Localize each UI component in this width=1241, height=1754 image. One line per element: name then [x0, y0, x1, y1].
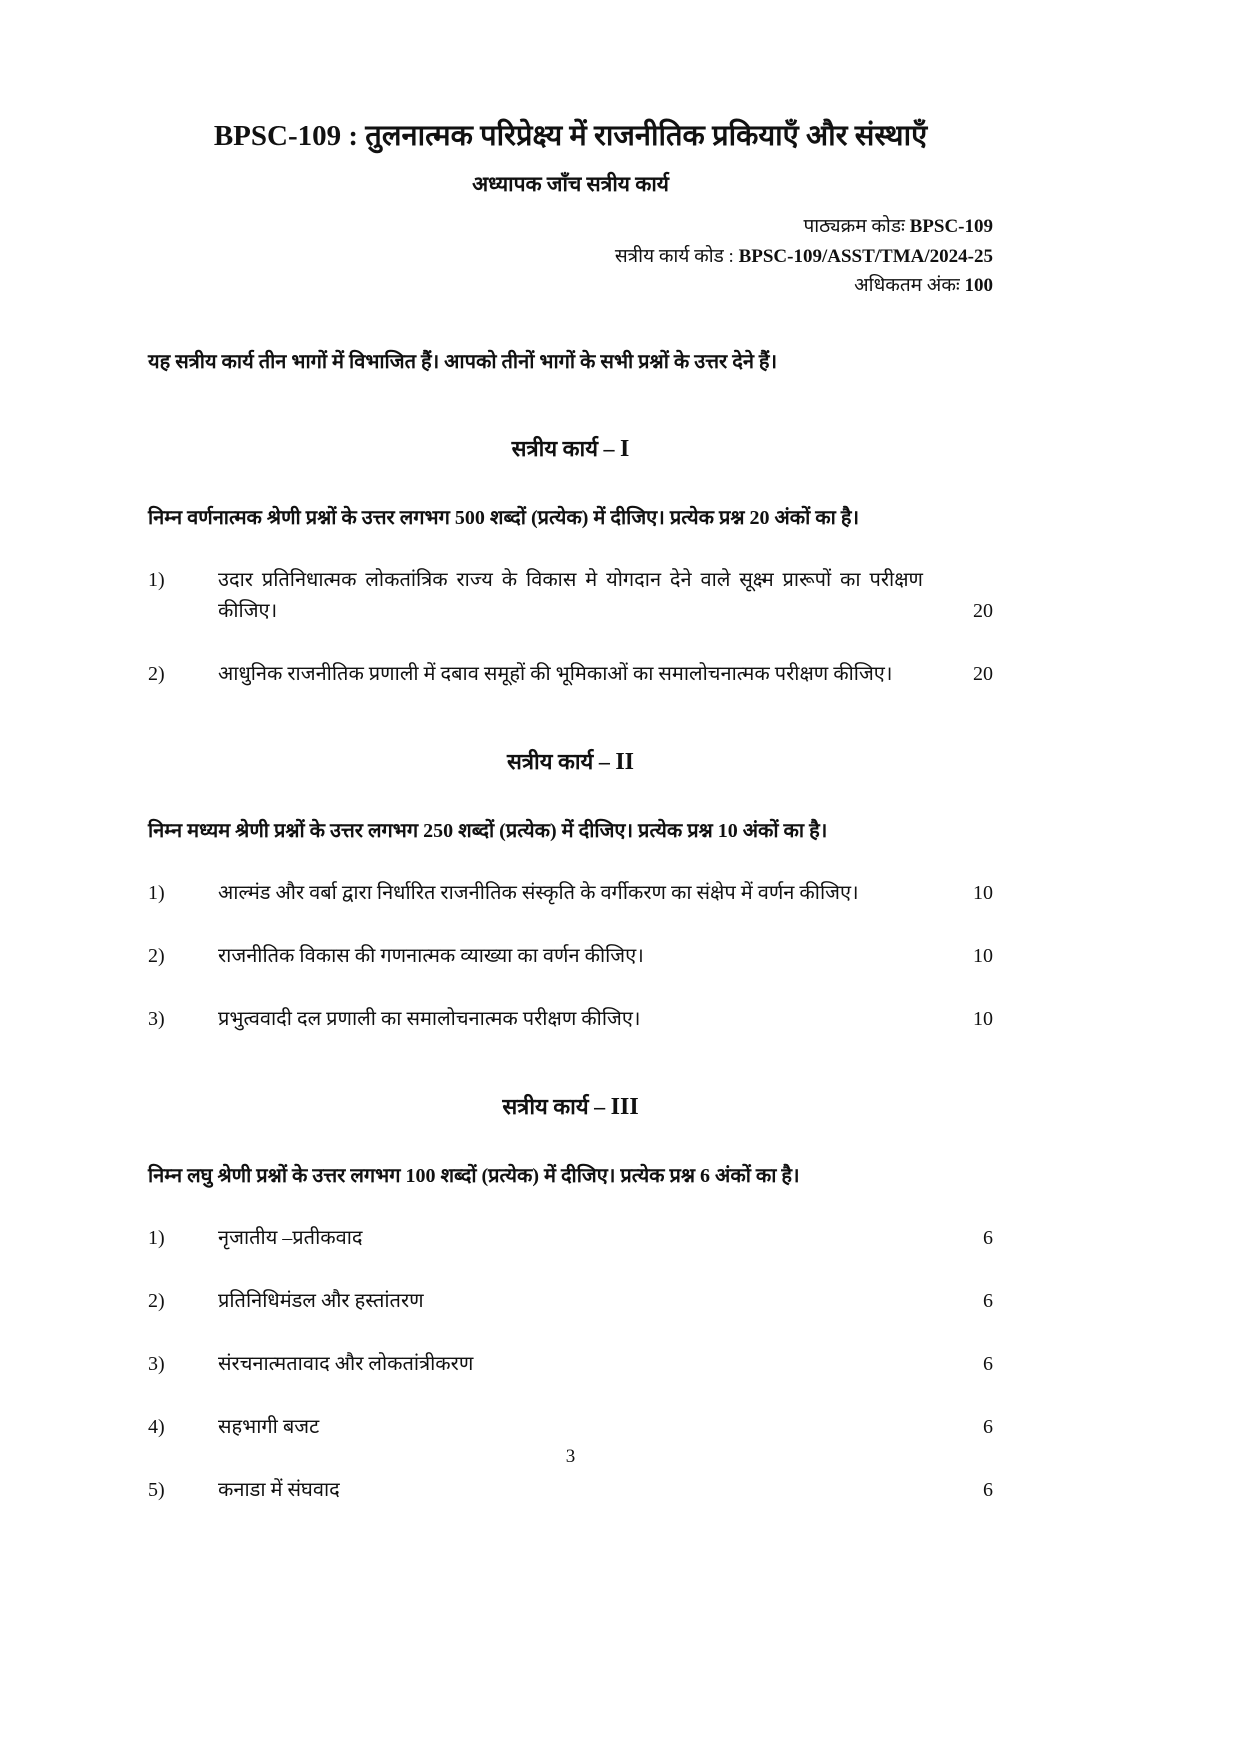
section-2-heading-text: सत्रीय कार्य – [506, 748, 616, 774]
question-number: 3) [148, 1352, 165, 1375]
question-number: 2) [148, 1289, 165, 1312]
question-row [148, 1412, 993, 1443]
question-row [148, 659, 993, 690]
question-marks: 6 [983, 1478, 993, 1501]
meta-block [148, 212, 993, 300]
question-text: उदार प्रतिनिधात्मक लोकतांत्रिक राज्य के विकास मे योगदान देने वाले सूक्ष्म प्रारूपों का परीक्षण कीजिए। [218, 568, 923, 622]
question-number: 3) [148, 1007, 165, 1030]
course-code-line [148, 212, 993, 241]
question-text: संरचनात्मतावाद और लोकतांत्रीकरण [218, 1352, 474, 1375]
question-text: आल्मंड और वर्बा द्वारा निर्धारित राजनीतिक संस्कृति के वर्गीकरण का संक्षेप में वर्णन कीजिए। [218, 881, 859, 904]
question-text: कनाडा में संघवाद [218, 1478, 340, 1501]
section-2-heading [148, 746, 993, 776]
page-title: BPSC-109 : तुलनात्मक परिप्रेक्ष्य में राजनीतिक प्रकियाएँ और संस्थाएँ [213, 120, 928, 152]
question-marks: 6 [983, 1352, 993, 1375]
section-3-heading-text: सत्रीय कार्य – [502, 1093, 611, 1119]
question-row [148, 1349, 993, 1380]
assignment-code-line [148, 242, 993, 271]
question-row [148, 565, 993, 627]
assignment-subtitle: अध्यापक जाँच सत्रीय कार्य [472, 172, 669, 197]
question-number: 1) [148, 881, 165, 904]
question-number: 2) [148, 944, 165, 967]
question-text: प्रभुत्ववादी दल प्रणाली का समालोचनात्मक परीक्षण कीजिए। [218, 1007, 641, 1030]
question-text: आधुनिक राजनीतिक प्रणाली में दबाव समूहों की भूमिकाओं का समालोचनात्मक परीक्षण कीजिए। [218, 662, 893, 685]
section-3-instruction: निम्न लघु श्रेणी प्रश्नों के उत्तर लगभग 100 शब्दों (प्रत्येक) में दीजिए। प्रत्येक प्रश्न 6 अंकों का है। [148, 1164, 800, 1187]
section-1-heading [148, 433, 993, 463]
question-text: सहभागी बजट [218, 1415, 320, 1438]
question-row [148, 878, 993, 909]
section-1-heading-numeral: I [620, 435, 630, 462]
page-number: 3 [565, 1446, 576, 1467]
assignment-code-value: BPSC-109/ASST/TMA/2024-25 [738, 245, 993, 267]
question-text: नृजातीय –प्रतीकवाद [218, 1226, 363, 1249]
section-1-instruction: निम्न वर्णनात्मक श्रेणी प्रश्नों के उत्तर लगभग 500 शब्दों (प्रत्येक) में दीजिए। प्रत्येक प्रश्न 20 अंकों का है। [148, 506, 860, 529]
course-code-value: BPSC-109 [909, 216, 993, 238]
question-row [148, 1475, 993, 1506]
question-row [148, 1286, 993, 1317]
question-marks: 6 [983, 1289, 993, 1312]
question-number: 1) [148, 1226, 165, 1249]
question-marks: 6 [983, 1415, 993, 1438]
question-marks: 20 [973, 599, 993, 622]
section-3-heading [148, 1091, 993, 1121]
question-row [148, 941, 993, 972]
question-marks: 6 [983, 1226, 993, 1249]
question-marks: 10 [973, 1007, 993, 1030]
max-marks-label: अधिकतम अंकः [854, 275, 965, 297]
question-text: प्रतिनिधिमंडल और हस्तांतरण [218, 1289, 424, 1312]
question-row [148, 1004, 993, 1035]
question-number: 2) [148, 662, 165, 685]
question-marks: 10 [973, 944, 993, 967]
section-1-heading-text: सत्रीय कार्य – [511, 435, 620, 461]
question-row [148, 1223, 993, 1254]
document-content [148, 118, 993, 1506]
section-3-heading-numeral: III [610, 1093, 639, 1120]
question-marks: 20 [973, 662, 993, 685]
question-marks: 10 [973, 881, 993, 904]
question-number: 4) [148, 1415, 165, 1438]
course-code-label: पाठ्यक्रम कोडः [803, 216, 910, 238]
question-text: राजनीतिक विकास की गणनात्मक व्याख्या का वर्णन कीजिए। [218, 944, 644, 967]
section-2-heading-numeral: II [615, 748, 635, 775]
max-marks-line [148, 271, 993, 300]
max-marks-value: 100 [964, 275, 993, 297]
question-number: 5) [148, 1478, 165, 1501]
section-2-instruction: निम्न मध्यम श्रेणी प्रश्नों के उत्तर लगभग 250 शब्दों (प्रत्येक) में दीजिए। प्रत्येक प्रश्न 10 अंकों का है। [148, 819, 828, 842]
assignment-code-label: सत्रीय कार्य कोड : [614, 245, 739, 267]
question-number: 1) [148, 568, 165, 591]
intro-paragraph: यह सत्रीय कार्य तीन भागों में विभाजित हैं। आपको तीनों भागों के सभी प्रश्नों के उत्तर देने हैं। [148, 350, 778, 373]
